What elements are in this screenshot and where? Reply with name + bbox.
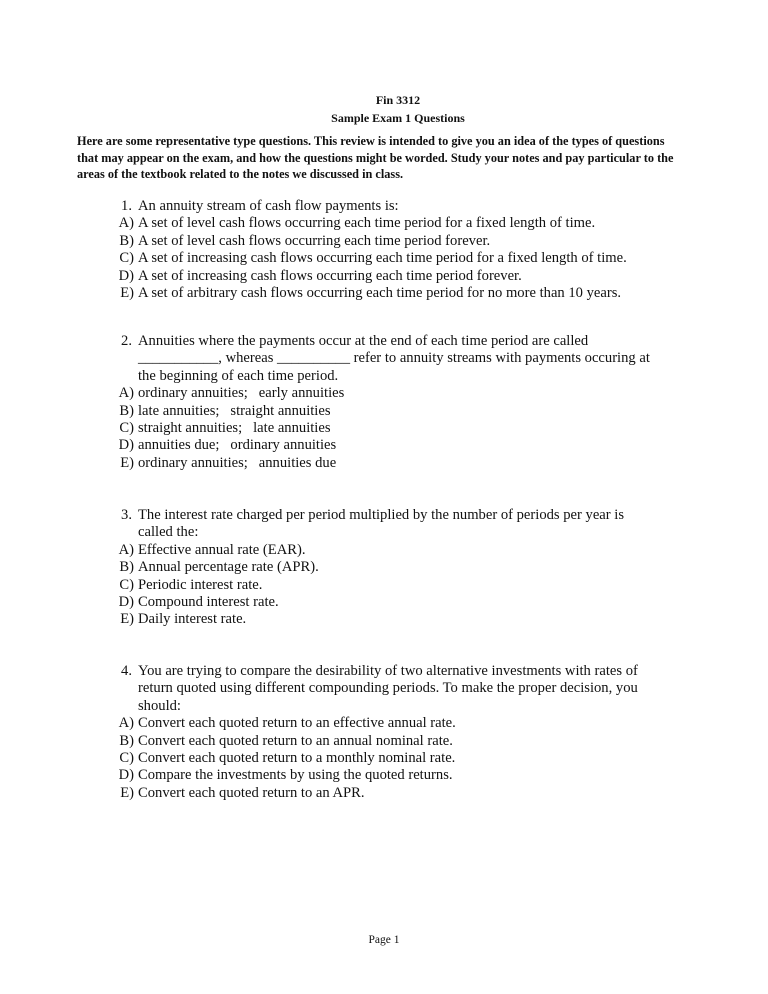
option-text: ordinary annuities; annuities due	[138, 454, 337, 471]
option-text: Convert each quoted return to a monthly nominal rate.	[138, 750, 456, 767]
option-letter: D)	[118, 767, 134, 784]
option-letter: A)	[118, 385, 134, 402]
question-stem	[98, 507, 678, 542]
question-text: An annuity stream of cash flow payments is:	[138, 198, 399, 214]
answer-option	[98, 767, 678, 784]
answer-option	[98, 250, 678, 267]
course-code: Fin 3312	[375, 93, 421, 107]
option-letter: B)	[119, 732, 134, 749]
option-letter: E)	[120, 454, 134, 471]
answer-option	[98, 594, 678, 611]
question-stem	[98, 663, 678, 715]
answer-option	[98, 233, 678, 250]
question-3	[98, 507, 678, 629]
option-letter: A)	[118, 715, 134, 732]
answer-option	[98, 455, 678, 472]
question-1	[98, 198, 678, 302]
option-letter: A)	[118, 215, 134, 232]
answer-option	[98, 403, 678, 420]
question-text: The interest rate charged per period multiplied by the number of periods per year is	[138, 507, 625, 523]
question-text: ___________, whereas __________ refer to annuity streams with payments occuring at	[138, 350, 650, 367]
answer-option	[98, 385, 678, 402]
option-text: A set of increasing cash flows occurring each time period forever.	[138, 267, 522, 284]
answer-option	[98, 750, 678, 767]
option-text: A set of increasing cash flows occurring each time period for a fixed length of time.	[138, 250, 627, 267]
option-letter: E)	[120, 285, 134, 302]
page-number	[0, 934, 768, 946]
option-letter: D)	[118, 267, 134, 284]
option-text: Annual percentage rate (APR).	[138, 559, 319, 576]
answer-option	[98, 785, 678, 802]
option-text: Periodic interest rate.	[138, 576, 263, 593]
answer-option	[98, 285, 678, 302]
question-text: Annuities where the payments occur at the end of each time period are called	[138, 333, 589, 349]
answer-option	[98, 577, 678, 594]
question-2	[98, 333, 678, 472]
answer-option	[98, 268, 678, 285]
option-text: Compound interest rate.	[138, 594, 279, 611]
question-text: return quoted using different compounding periods. To make the proper decision, you	[138, 680, 638, 697]
option-letter: D)	[118, 437, 134, 454]
option-text: Convert each quoted return to an annual nominal rate.	[138, 732, 453, 749]
option-text: Convert each quoted return to an APR.	[138, 784, 365, 801]
option-text: A set of arbitrary cash flows occurring each time period for no more than 10 years.	[138, 285, 622, 302]
option-text: A set of level cash flows occurring each time period forever.	[138, 232, 491, 249]
option-text: straight annuities; late annuities	[138, 420, 331, 437]
answer-option	[98, 611, 678, 628]
question-text: should:	[138, 697, 181, 714]
answer-option	[98, 215, 678, 232]
option-text: ordinary annuities; early annuities	[138, 385, 345, 402]
question-number: 2.	[121, 333, 132, 349]
option-letter: B)	[119, 559, 134, 576]
answer-option	[98, 420, 678, 437]
answer-option	[98, 437, 678, 454]
question-number: 1.	[121, 198, 132, 214]
option-letter: C)	[119, 250, 134, 267]
question-text: You are trying to compare the desirability of two alternative investments with rates of	[138, 663, 638, 679]
document-header	[0, 91, 768, 127]
option-letter: B)	[119, 232, 134, 249]
option-letter: C)	[119, 576, 134, 593]
document-title: Sample Exam 1 Questions	[331, 111, 465, 125]
question-number: 4.	[121, 663, 132, 679]
option-text: Compare the investments by using the quoted returns.	[138, 767, 453, 784]
page-number-label: Page 1	[368, 934, 400, 946]
answer-option	[98, 542, 678, 559]
question-4	[98, 663, 678, 802]
question-text: called the:	[138, 524, 199, 541]
option-text: A set of level cash flows occurring each time period for a fixed length of time.	[138, 215, 596, 232]
option-text: Effective annual rate (EAR).	[138, 541, 306, 558]
intro-paragraph: Here are some representative type questions. This review is intended to give you an idea of the types of questions that may appear on the exam, and how the questions might be worded. Study your notes and pay particular to the areas of the textbook related to the notes we discussed in class.	[77, 134, 674, 182]
question-stem	[98, 333, 678, 385]
question-text: the beginning of each time period.	[138, 367, 339, 384]
question-number: 3.	[121, 507, 132, 523]
option-letter: E)	[120, 611, 134, 628]
option-text: Daily interest rate.	[138, 611, 247, 628]
option-letter: D)	[118, 594, 134, 611]
answer-option	[98, 733, 678, 750]
option-letter: A)	[118, 541, 134, 558]
option-letter: E)	[120, 784, 134, 801]
option-text: late annuities; straight annuities	[138, 402, 331, 419]
option-text: Convert each quoted return to an effective annual rate.	[138, 715, 456, 732]
answer-option	[98, 715, 678, 732]
answer-option	[98, 559, 678, 576]
option-letter: C)	[119, 420, 134, 437]
option-letter: B)	[119, 402, 134, 419]
option-letter: C)	[119, 750, 134, 767]
question-stem	[98, 198, 678, 215]
option-text: annuities due; ordinary annuities	[138, 437, 337, 454]
